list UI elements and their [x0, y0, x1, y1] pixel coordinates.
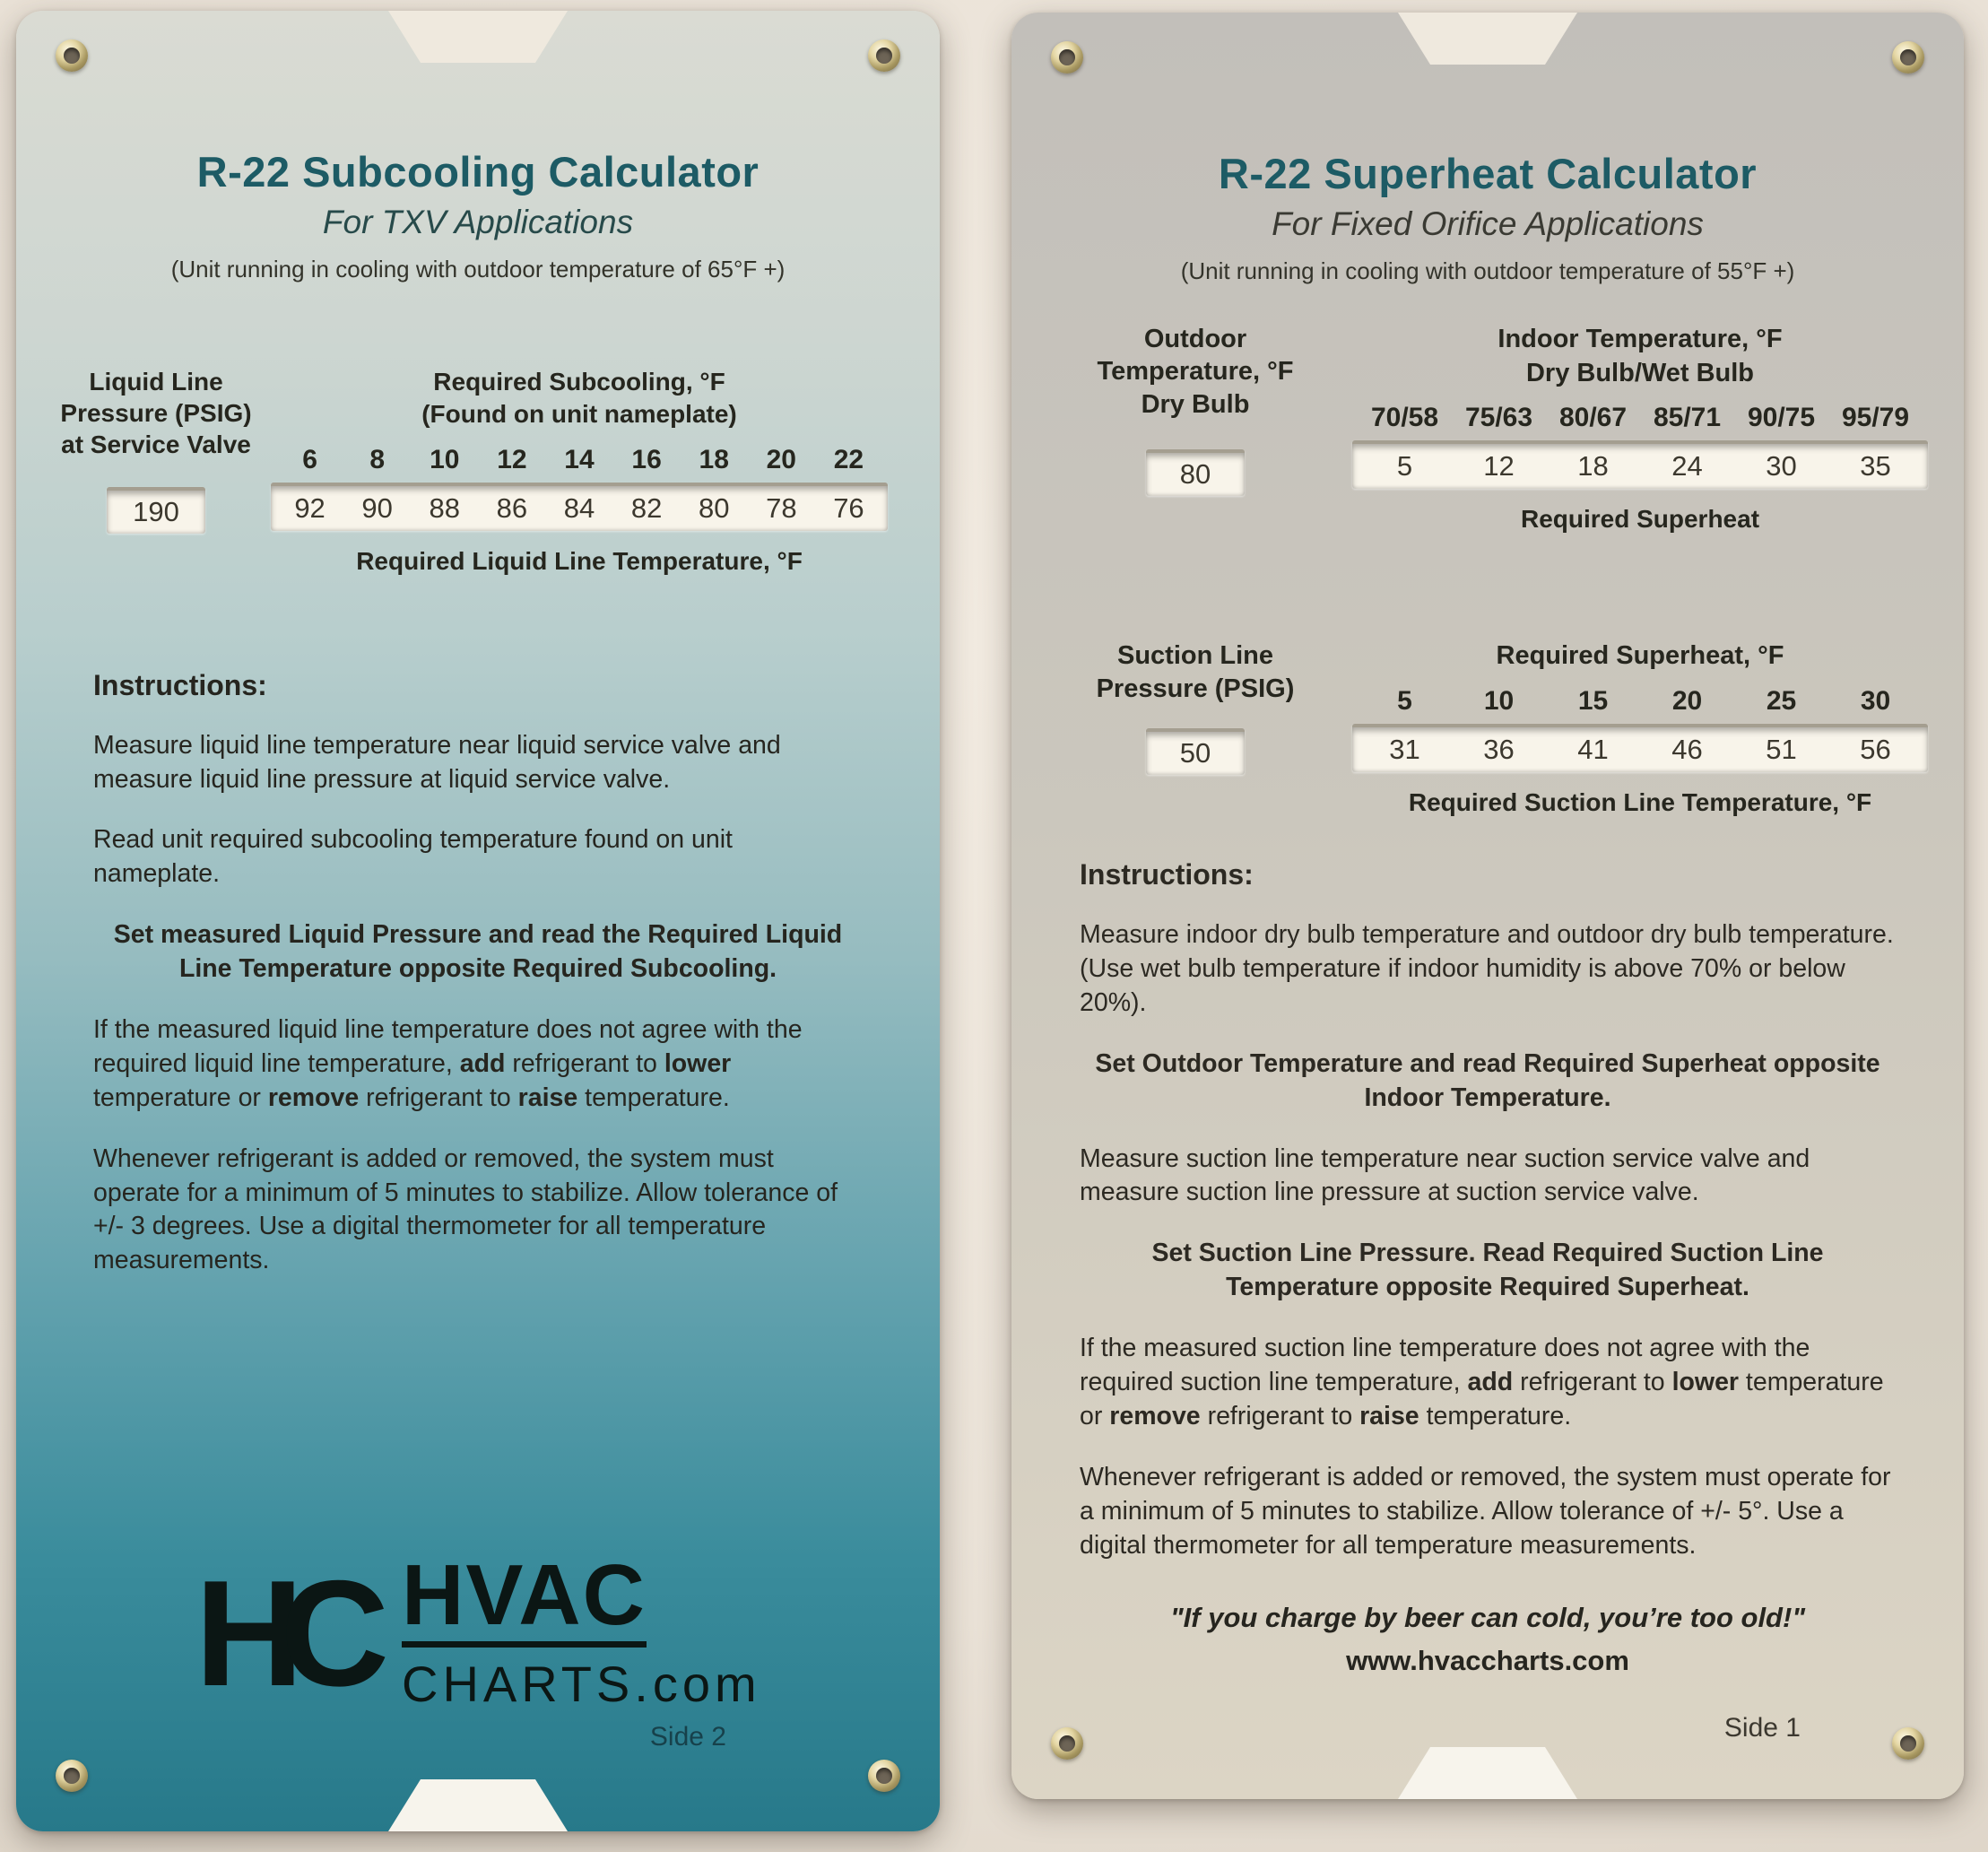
grommet-bottom-left	[56, 1760, 88, 1792]
slogan-quote: "If you charge by beer can cold, you’re too old!"	[1169, 1602, 1806, 1634]
required-superheat-window: 5 12 18 24 30 35	[1352, 440, 1928, 489]
indoor-temperature-title: Indoor Temperature, °F Dry Bulb/Wet Bulb	[1498, 325, 1783, 387]
instruction-paragraph: Measure indoor dry bulb temperature and outdoor dry bulb temperature. (Use wet bulb temperature if indoor humidity is above 70% or below 20%).	[1080, 920, 1894, 1017]
outdoor-temperature-column	[1047, 323, 1343, 496]
instructions-title: Instructions:	[1080, 858, 1254, 891]
hc-monogram-icon: HC	[195, 1549, 367, 1717]
suction-line-temperature-window: 31 36 41 46 51 56	[1352, 724, 1928, 772]
required-superheat-columns	[1352, 639, 1928, 817]
grommet-bottom-right	[1892, 1727, 1924, 1760]
suction-line-table	[1011, 639, 1964, 817]
required-superheat-label: Required Superheat	[1520, 505, 1760, 534]
indoor-temperature-columns	[1352, 323, 1928, 534]
subcooling-table-title: Required Subcooling, °F (Found on unit nameplate)	[421, 368, 737, 428]
instruction-paragraph: Read unit required subcooling temperature found on unit nameplate.	[93, 825, 733, 889]
card-title: R-22 Superheat Calculator	[1218, 150, 1758, 197]
grommet-bottom-left	[1051, 1727, 1083, 1760]
liquid-line-temperature-label: Required Liquid Line Temperature, °F	[356, 546, 803, 575]
side-label: Side 1	[1723, 1713, 1801, 1743]
superheat-calculator-card	[1011, 13, 1964, 1799]
grommet-top-right	[1892, 41, 1924, 74]
card-bottom-notch	[388, 1779, 568, 1831]
liquid-pressure-column	[54, 366, 258, 534]
card-header	[16, 147, 940, 283]
instruction-paragraph-emphasis: Set Suction Line Pressure. Read Required Suction Line Temperature opposite Required Superheat.	[1151, 1239, 1824, 1302]
subcooling-header-row: 6 8 10 12 14 16 18 20 22	[302, 444, 864, 474]
outdoor-temperature-window: 80	[1146, 449, 1245, 496]
side-label: Side 2	[649, 1722, 726, 1752]
instruction-paragraph: Whenever refrigerant is added or removed, the system must operate for a minimum of 5 minutes to stabilize. Allow tolerance of +/- 3 degrees. Use a digital thermometer for all temperature measurements.	[93, 1143, 838, 1275]
card-condition-note: (Unit running in cooling with outdoor temperature of 65°F +)	[170, 256, 786, 283]
instruction-paragraph: Whenever refrigerant is added or removed, the system must operate for a minimum of 5 minutes to stabilize. Allow tolerance of +/- 5°. Use a digital thermometer for all temperature measurements.	[1080, 1462, 1891, 1560]
liquid-pressure-window: 190	[107, 487, 205, 534]
instruction-paragraph-emphasis: Set measured Liquid Pressure and read the Required Liquid Line Temperature opposite Required Subcooling.	[113, 920, 843, 984]
grommet-top-right	[868, 39, 900, 72]
website-url: www.hvaccharts.com	[1346, 1645, 1629, 1677]
indoor-superheat-table	[1011, 323, 1964, 534]
grommet-top-left	[56, 39, 88, 72]
liquid-line-temperature-window: 92 90 88 86 84 82 80 78 76	[271, 483, 888, 531]
card-top-notch	[1398, 13, 1577, 65]
instruction-paragraph-emphasis: Set Outdoor Temperature and read Required Superheat opposite Indoor Temperature.	[1095, 1048, 1880, 1112]
instructions-section	[1011, 858, 1964, 1589]
instructions-title: Instructions:	[93, 668, 267, 701]
card-condition-note: (Unit running in cooling with outdoor temperature of 55°F +)	[1180, 257, 1795, 284]
subcooling-calculator-card	[16, 11, 940, 1831]
instruction-paragraph: Measure liquid line temperature near liquid service valve and measure liquid line pressure at liquid service valve.	[93, 730, 781, 794]
logo-charts-text: CHARTS.com	[402, 1656, 761, 1712]
card-subtitle: For TXV Applications	[322, 204, 634, 240]
card-header	[1011, 149, 1964, 285]
logo-hvac-text: HVAC	[402, 1554, 647, 1648]
suction-pressure-label: Suction Line Pressure (PSIG)	[1096, 641, 1295, 703]
instruction-paragraph: If the measured liquid line temperature does not agree with the required liquid line temperature, add refrigerant to lower temperature or remove refrigerant to raise temperature.	[93, 1015, 803, 1112]
card-bottom-notch	[1398, 1747, 1577, 1799]
outdoor-temperature-label: Outdoor Temperature, °F Dry Bulb	[1097, 325, 1294, 419]
grommet-bottom-right	[868, 1760, 900, 1792]
subcooling-columns	[271, 366, 888, 576]
instruction-paragraph: Measure suction line temperature near suction service valve and measure suction line pressure at suction service valve.	[1080, 1143, 1810, 1207]
hvac-charts-logo	[16, 1546, 940, 1717]
card-top-notch	[388, 11, 568, 63]
card-title: R-22 Subcooling Calculator	[196, 148, 760, 196]
suction-pressure-column	[1047, 639, 1343, 775]
grommet-top-left	[1051, 41, 1083, 74]
indoor-temperature-header-row: 70/58 75/63 80/67 85/71 90/75 95/79	[1370, 403, 1910, 433]
card-subtitle: For Fixed Orifice Applications	[1272, 205, 1704, 242]
instruction-paragraph: If the measured suction line temperature does not agree with the required suction line temperature, add refrigerant to lower temperature or remove refrigerant to raise temperature.	[1080, 1334, 1884, 1430]
required-superheat-header-row: 5 10 15 20 25 30	[1397, 686, 1891, 717]
liquid-pressure-label: Liquid Line Pressure (PSIG) at Service Valve	[60, 368, 252, 458]
required-superheat-title: Required Superheat, °F	[1496, 641, 1784, 671]
instructions-section	[16, 669, 940, 1306]
suction-pressure-window: 50	[1146, 728, 1245, 775]
suction-line-temperature-label: Required Suction Line Temperature, °F	[1408, 788, 1872, 817]
subcooling-table	[16, 366, 940, 576]
